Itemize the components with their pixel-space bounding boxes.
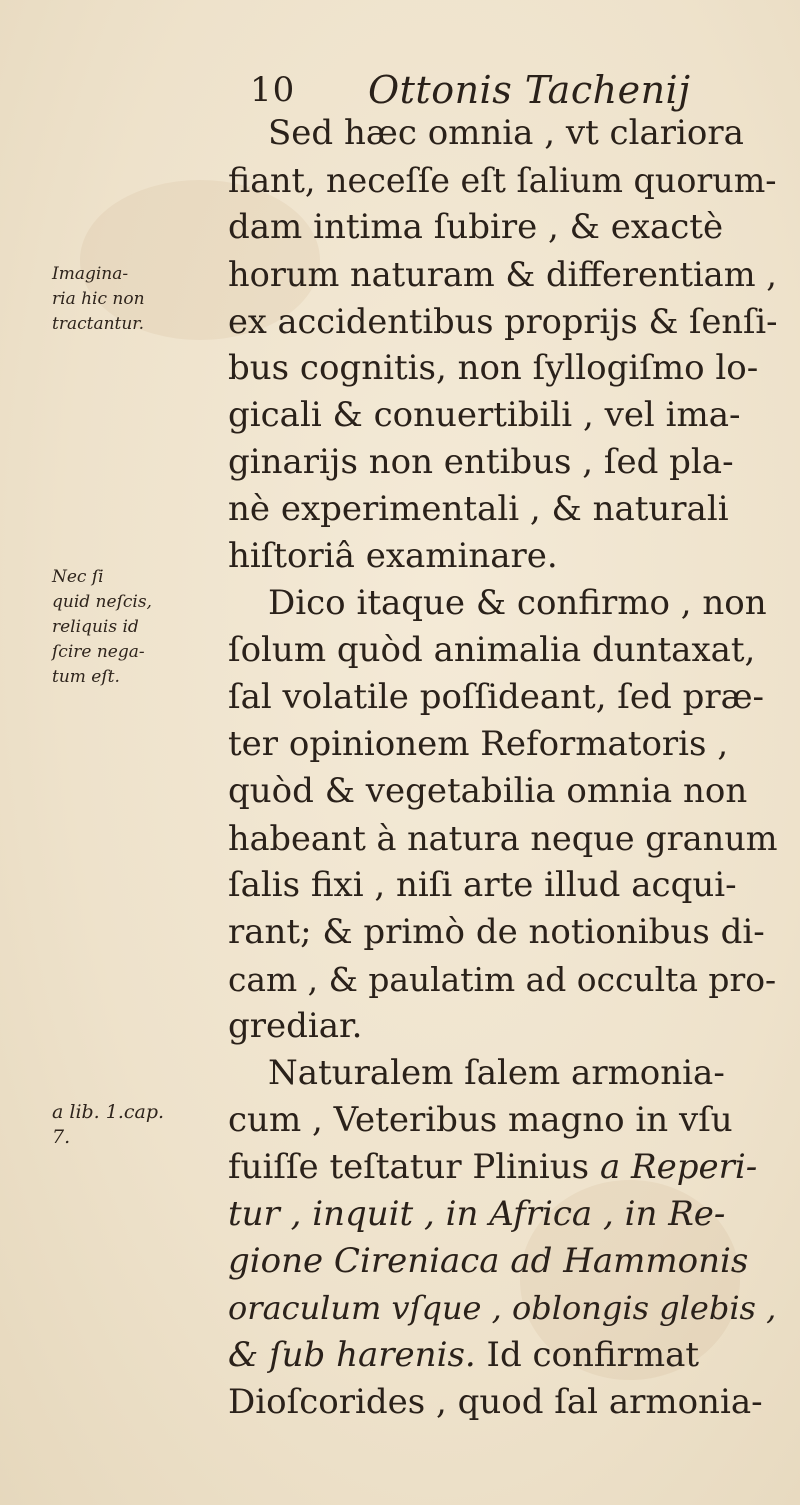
text-line-italic: & ſub harenis. [228,1335,476,1375]
text-line-roman: ginarijs non entibus , ſed pla- [228,442,734,482]
text-line-roman: ter opinionem Reformatoris , [228,724,729,764]
margin-note-line: tractantur. [52,314,144,334]
text-line [228,1050,778,1097]
text-line [228,204,778,251]
text-line-roman: horum naturam & differentiam , [228,255,777,294]
text-line [228,345,778,392]
text-line-roman: ſolum quòd animalia duntaxat, [228,630,756,670]
text-line-roman: Id confirmat [475,1335,700,1375]
margin-note-line: ſcire nega- [52,642,145,662]
margin-note [52,565,232,690]
text-line-roman: ex accidentibus proprijs & ſenſi- [228,302,778,341]
text-line [228,157,778,204]
margin-note-line: 7. [52,1126,71,1148]
text-line [228,1332,778,1379]
text-line [228,1191,778,1238]
text-line-roman: Dico itaque & confirmo , non [268,583,767,623]
text-line-roman: Dioſcorides , quod ſal armonia- [228,1382,763,1422]
margin-note-line: quid neſcis, [52,592,152,612]
margin-note-line: tum eſt. [52,667,120,687]
margin-note [52,262,232,337]
text-line [228,251,778,298]
text-line [228,721,778,768]
text-line [228,1285,778,1332]
text-line [228,1238,778,1285]
text-line [228,627,778,674]
text-line-roman: cam , & paulatim ad occulta pro- [228,960,777,999]
text-line [228,439,778,486]
text-line [228,298,778,345]
text-line [228,110,778,157]
text-line [228,533,778,580]
text-line [228,862,778,909]
text-line-roman: ſalis fixi , niſi arte illud acqui- [228,865,737,905]
text-line-roman: habeant à natura neque granum [228,819,778,858]
text-line-italic: tur , inquit , in Africa , in Re- [228,1194,726,1234]
margin-note-line: Nec ſi [52,567,104,587]
text-line-roman: cum , Veteribus magno in vſu [228,1100,733,1140]
text-line-roman: bus cognitis, non ſyllogiſmo lo- [228,348,759,388]
margin-note [52,1100,232,1150]
text-line-italic: gione Cireniaca ad Hammonis [228,1241,749,1281]
text-line-roman: rant; & primò de notionibus di- [228,912,765,952]
text-line-roman: grediar. [228,1006,363,1046]
text-line [228,815,778,862]
text-line [228,1003,778,1050]
text-line-roman: fuiſſe teſtatur Plinius [228,1147,600,1187]
text-line [228,486,778,533]
text-line [228,674,778,721]
margin-note-line: Imagina- [52,264,129,284]
text-line-roman: quòd & vegetabilia omnia non [228,771,748,811]
margin-note-line: reliquis id [52,617,139,637]
text-line-roman: nè experimentali , & naturali [228,489,729,529]
running-head: Ottonis Tachenij [368,68,691,112]
text-line [228,580,778,627]
body-text [228,110,778,1426]
text-line-roman: ſal volatile poſſideant, ſed præ- [228,677,765,717]
margin-note-line: a lib. 1.cap. [52,1101,165,1123]
text-line-roman: Sed hæc omnia , vt clariora [268,113,744,153]
text-line [228,909,778,956]
text-line-italic: oraculum vſque , oblongis glebis , [228,1289,777,1327]
text-line-roman: gicali & conuertibili , vel ima- [228,395,741,435]
text-line-roman: Naturalem ſalem armonia- [268,1053,725,1093]
text-line [228,1144,778,1191]
text-line [228,392,778,439]
text-line [228,1097,778,1144]
margin-note-line: ria hic non [52,289,145,309]
text-line-roman: hiſtoriâ examinare. [228,536,558,576]
page-number: 10 [250,70,296,110]
text-line-roman: fiant, neceſſe eſt ſalium quorum- [228,161,777,200]
text-line [228,956,778,1003]
text-line [228,1379,778,1426]
text-line [228,768,778,815]
text-line-roman: dam intima ſubire , & exactè [228,207,724,247]
text-line-italic: a Reperi- [599,1147,758,1187]
